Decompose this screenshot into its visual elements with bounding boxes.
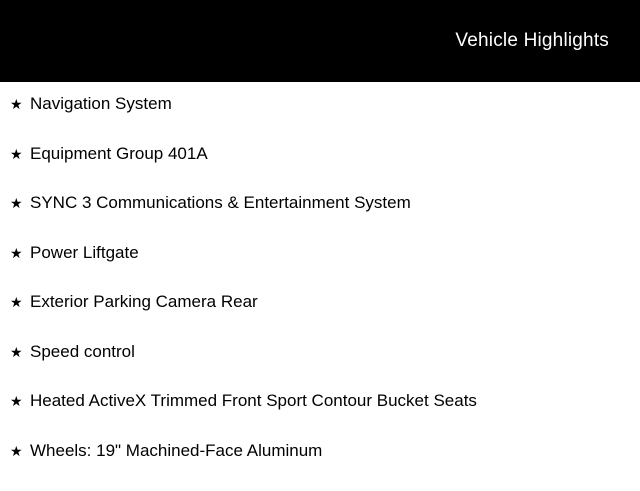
list-item [0, 343, 640, 393]
list-item [0, 293, 640, 343]
star-icon: ★ [10, 97, 30, 111]
list-item-label: Power Liftgate [30, 244, 139, 261]
list-item-label: Heated ActiveX Trimmed Front Sport Contour Bucket Seats [30, 392, 477, 409]
list-item [0, 95, 640, 145]
header-bar [0, 0, 640, 82]
star-icon: ★ [10, 444, 30, 458]
star-icon: ★ [10, 295, 30, 309]
list-item [0, 145, 640, 195]
list-item [0, 194, 640, 244]
list-item [0, 442, 640, 491]
list-item-label: Navigation System [30, 95, 172, 112]
star-icon: ★ [10, 246, 30, 260]
list-item-label: Wheels: 19" Machined-Face Aluminum [30, 442, 322, 459]
vehicle-highlights-list [0, 82, 640, 491]
list-item-label: Exterior Parking Camera Rear [30, 293, 258, 310]
star-icon: ★ [10, 345, 30, 359]
star-icon: ★ [10, 394, 30, 408]
list-item [0, 392, 640, 442]
list-item-label: Equipment Group 401A [30, 145, 208, 162]
star-icon: ★ [10, 147, 30, 161]
list-item-label: SYNC 3 Communications & Entertainment System [30, 194, 411, 211]
list-item [0, 244, 640, 294]
page-title: Vehicle Highlights [455, 30, 609, 52]
star-icon: ★ [10, 196, 30, 210]
list-item-label: Speed control [30, 343, 135, 360]
